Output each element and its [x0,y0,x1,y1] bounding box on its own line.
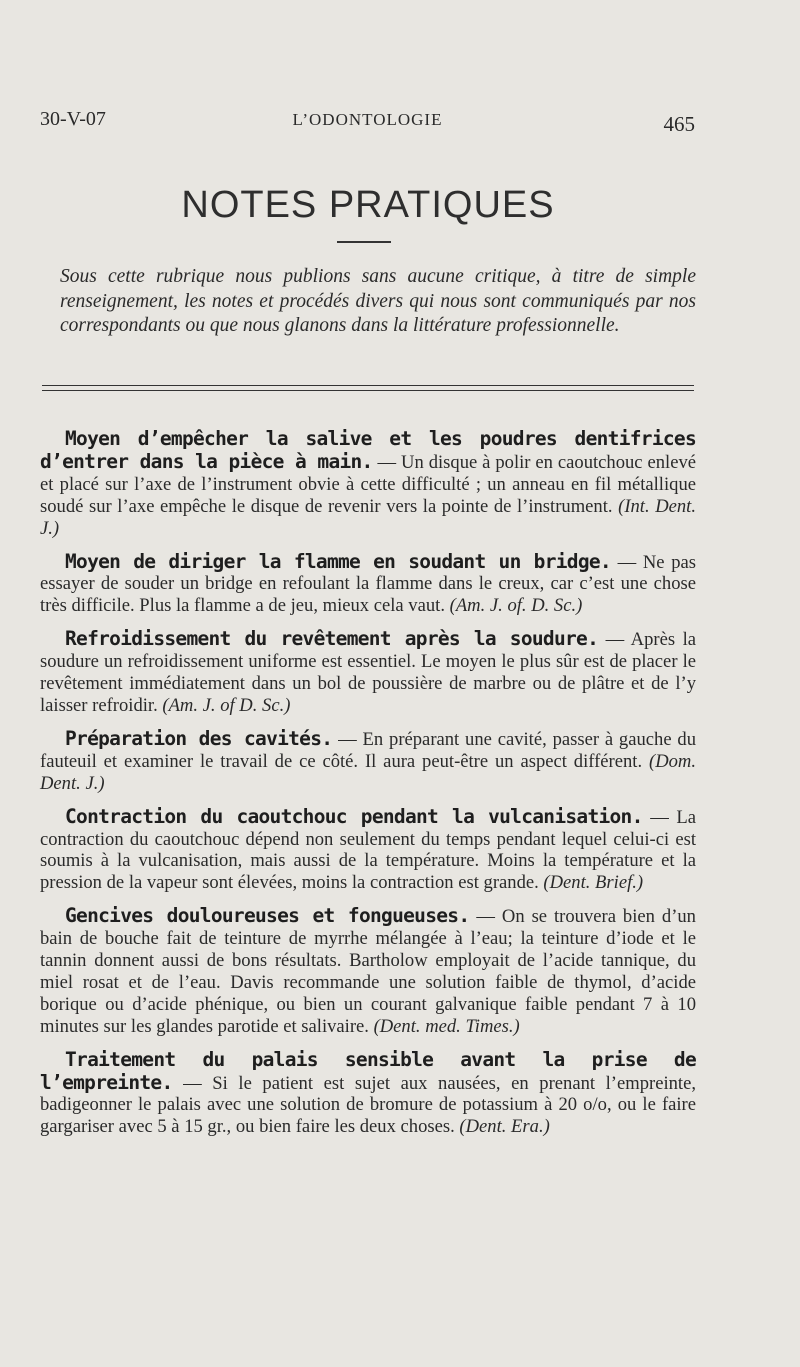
article-heading: Contraction du caoutchouc pendant la vulcanisation. [65,804,643,828]
article-source: (Dent. Era.) [459,1116,550,1138]
article-text: — Si le patient est sujet aux nausées, en prenant l’empreinte, badigeonner le palais avec une solution de bromure de potassium à 20 o/o, ou le faire gargariser avec 5 à 15 gr., ou bien faire les deux choses. [40,1072,696,1138]
article [40,1049,696,1139]
article-source: (Dom. Dent. J.) [40,750,696,794]
article-text: — En préparant une cavité, passer à gauche du fauteuil et examiner le travail de ce côté. Il aura peut-être un aspect différent. [40,728,696,772]
article-heading: Moyen d’empêcher la salive et les poudres dentifrices d’entrer dans la pièce à main. [40,427,696,473]
article [40,728,696,795]
article-heading: Refroidissement du revêtement après la soudure. [65,627,599,651]
journal-name: L’ODONTOLOGIE [292,110,443,129]
article-text: — On se trouvera bien d’un bain de bouche fait de teinture de myrrhe mélangée à l’eau; la teinture d’iode et le tannin donnent aussi de bons résultats. Bartholow employait de l’acide tannique, du miel rosat et de l’eau. Davis recommande une solution faible de thymol, d’acide borique ou d’acide phénique, ou bien un courant galvanique faible pendant 7 à 10 minutes sur les glandes parotide et salivaire. [40,906,696,1037]
article [40,428,696,540]
issue-date: 30-V-07 [40,108,106,130]
article [40,628,696,717]
article [40,551,696,618]
section-intro: Sous cette rubrique nous publions sans aucune critique, à titre de simple renseignement, les notes et procédés divers qui nous sont communiqués par nos correspondants ou que nous glanons dans la littérature professionnelle. [60,266,696,336]
article-heading: Gencives douloureuses et fongueuses. [65,904,470,928]
article-source: (Int. Dent. J.) [40,495,697,539]
articles [40,428,696,1149]
page-number: 465 [663,112,695,136]
article-source: (Am. J. of. D. Sc.) [449,595,583,617]
article-text: — Un disque à polir en caoutchouc enlevé et placé sur l’axe de l’instrument obvie à cette difficulté ; un anneau en fil métallique soudé sur l’axe empêche le disque de revenir vers la pointe de l’instrument. [40,451,697,517]
article-text: — Après la soudure un refroidissement uniforme est essentiel. Le moyen le plus sûr est de placer le revêtement immédiatement dans un bol de poussière de marbre ou de plâtre et de l’y laisser refroidir. [40,629,696,716]
article-text: — La contraction du caoutchouc dépend non seulement du temps pendant lequel celui-ci est soumis à la vulcanisation, mais aussi de la température. Moins la température et la pression de la vapeur sont élevées, moins la contraction est grande. [40,806,696,894]
article [40,905,696,1037]
article [40,806,696,895]
article-source: (Dent. Brief.) [543,872,644,894]
article-heading: Traitement du palais sensible avant la prise de l’empreinte. [40,1047,696,1094]
section-title: NOTES PRATIQUES [181,184,555,226]
title-rule [337,241,391,243]
article-text: — Ne pas essayer de souder un bridge en refoulant la flamme dans le creux, car c’est une chose très difficile. Plus la flamme a de jeu, mieux cela vaut. [40,551,696,617]
double-rule-divider [42,385,694,391]
running-header [40,108,695,138]
article-heading: Préparation des cavités. [65,726,333,750]
article-source: (Dent. med. Times.) [373,1015,520,1037]
article-source: (Am. J. of D. Sc.) [162,694,291,716]
article-heading: Moyen de diriger la flamme en soudant un bridge. [65,549,611,573]
